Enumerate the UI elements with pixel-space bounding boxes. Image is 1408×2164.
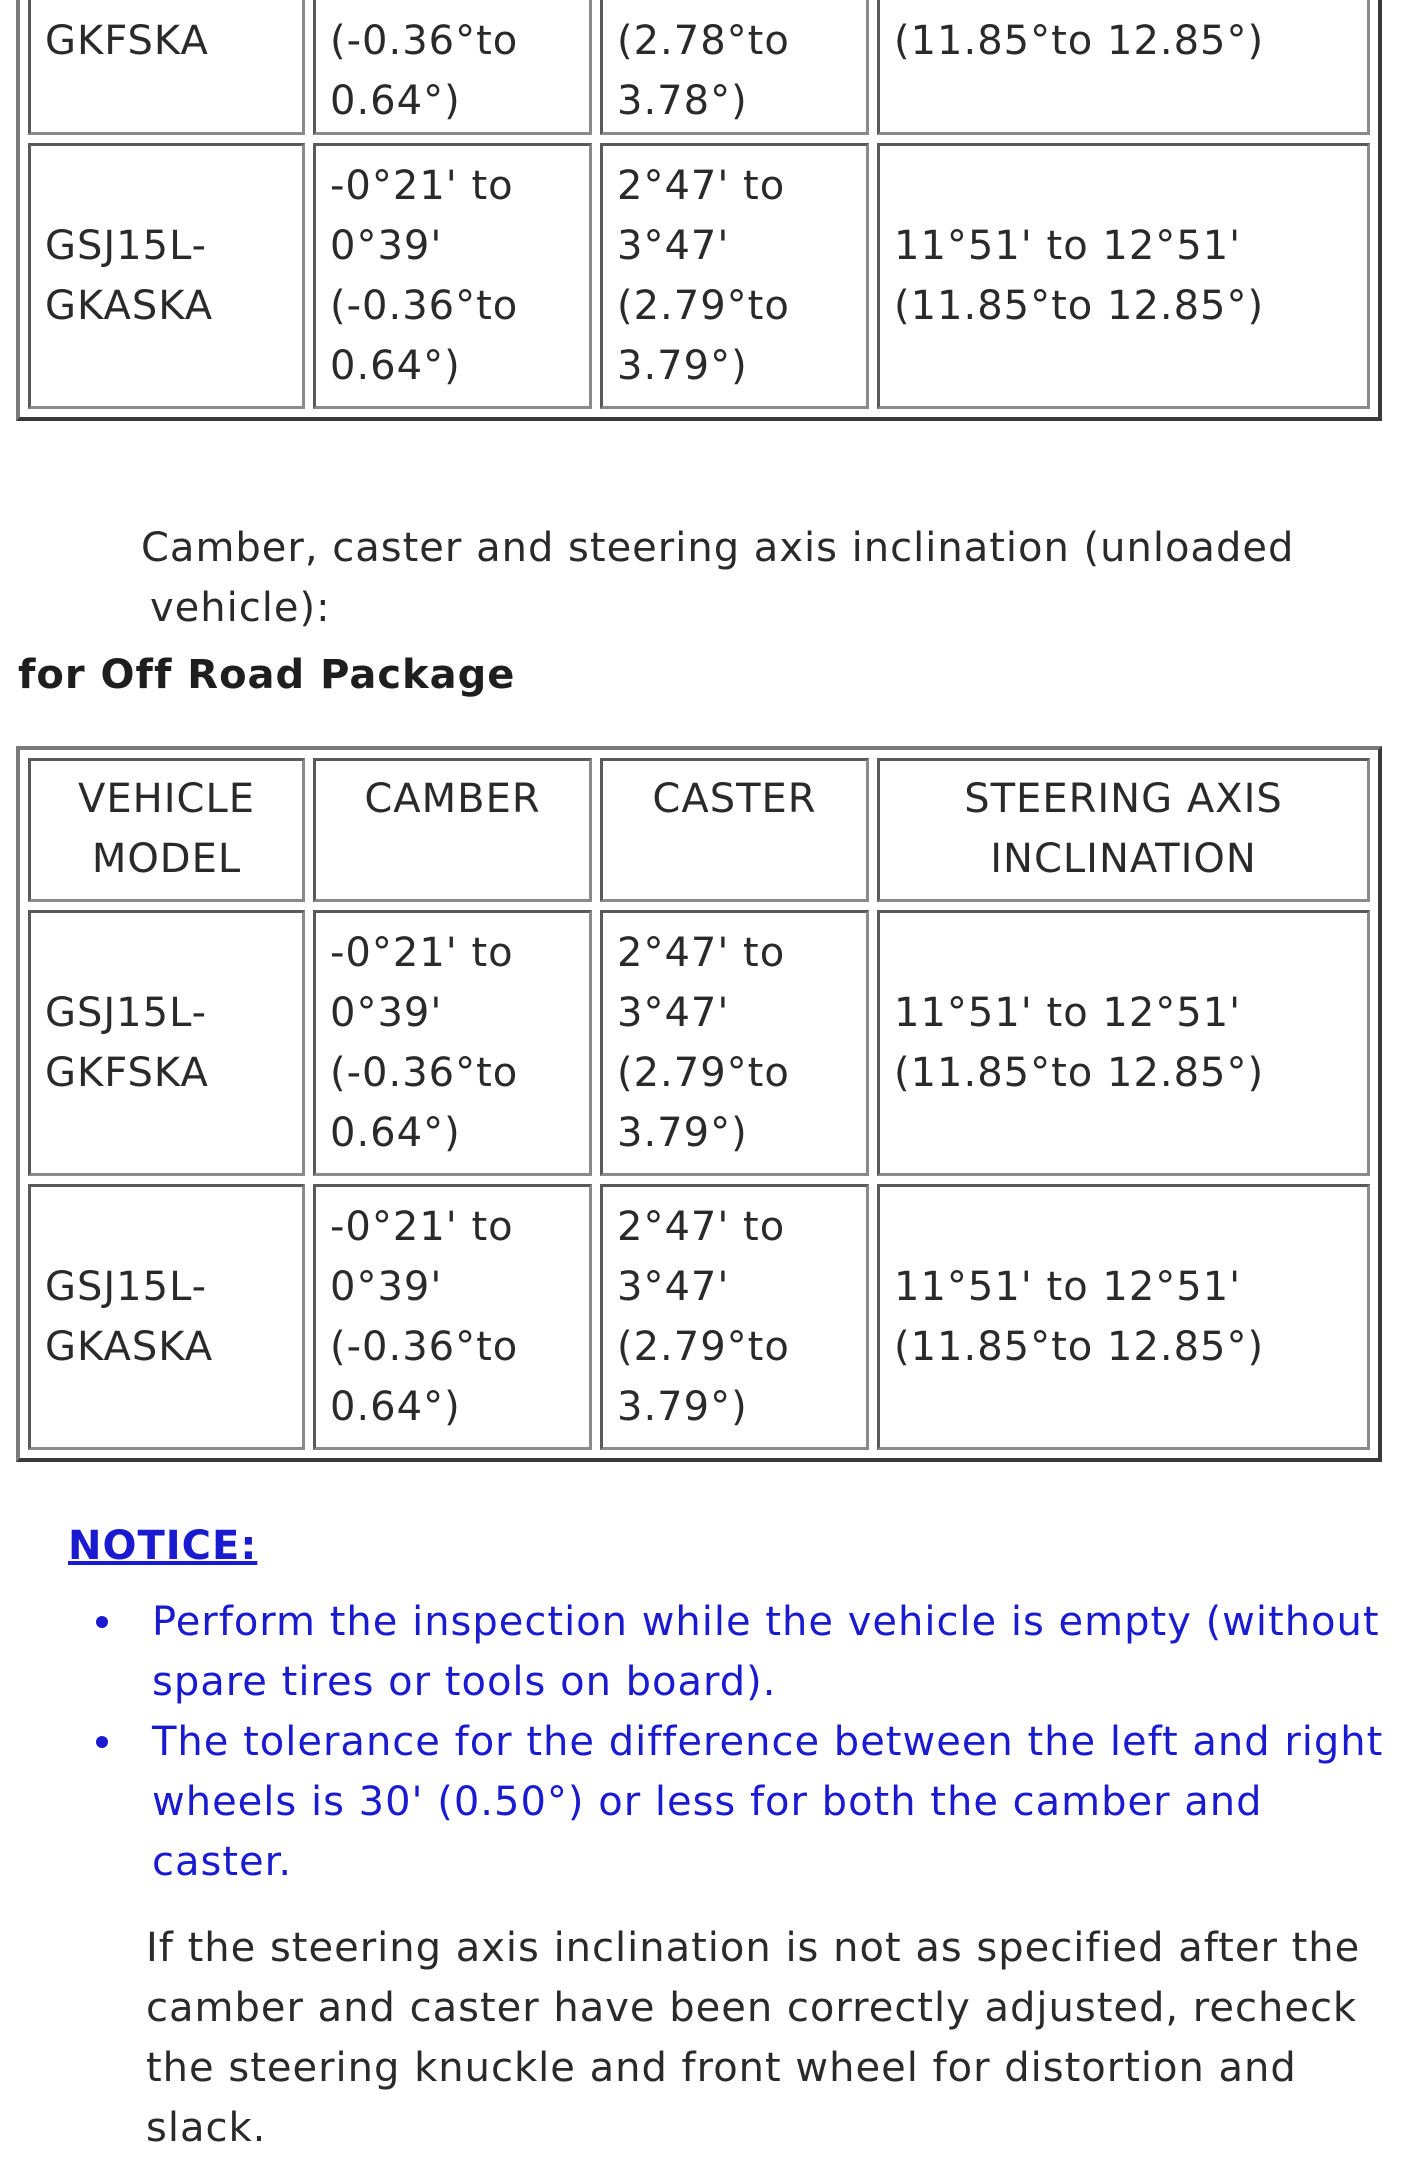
camber-text: 0°39' [330, 1264, 443, 1310]
caster-text: (2.79°to [617, 1324, 790, 1370]
sai-text: (11.85°to 12.85°) [894, 1050, 1265, 1096]
bullet-icon [96, 1736, 108, 1748]
notice-text: caster. [152, 1839, 293, 1885]
table-caption [141, 518, 1371, 638]
header-text: STEERING AXIS [964, 776, 1283, 822]
header-text: CASTER [652, 776, 817, 822]
model-text: GSJ15L- [45, 990, 208, 1036]
caster-cell [600, 143, 869, 409]
table-header-row [28, 758, 1370, 902]
sai-cell [877, 910, 1370, 1176]
model-cell [28, 0, 305, 135]
notice-item [68, 1712, 1388, 1892]
model-text: GSJ15L- [45, 1264, 208, 1310]
paragraph-line: the steering knuckle and front wheel for distortion and [146, 2045, 1297, 2091]
camber-text: -0°21' to [330, 163, 514, 209]
notice-text: spare tires or tools on board). [152, 1659, 777, 1705]
model-cell [28, 1184, 305, 1450]
caption-line: Camber, caster and steering axis inclination (unloaded [141, 525, 1295, 571]
sai-cell [877, 0, 1370, 135]
camber-text: 0.64°) [330, 78, 461, 124]
notice-text: Perform the inspection while the vehicle is empty (without [152, 1599, 1380, 1645]
camber-text: (-0.36°to [330, 1050, 519, 1096]
camber-text: (-0.36°to [330, 1324, 519, 1370]
camber-text: (-0.36°to [330, 18, 519, 64]
sai-cell [877, 143, 1370, 409]
camber-text: 0°39' [330, 990, 443, 1036]
paragraph-line: slack. [146, 2105, 267, 2151]
sai-text: 11°51' to 12°51' [894, 1264, 1242, 1310]
table-body [28, 758, 1370, 1450]
table-row [28, 1184, 1370, 1450]
header-caster [600, 758, 869, 902]
section-subheading: for Off Road Package [18, 652, 516, 698]
header-sai [877, 758, 1370, 902]
caster-text: 2°47' to [617, 930, 786, 976]
model-text: GKFSKA [45, 1050, 209, 1096]
table-row [28, 143, 1370, 409]
caster-text: 3.78°) [617, 78, 748, 124]
caster-text: (2.79°to [617, 283, 790, 329]
notice-item [68, 1592, 1388, 1712]
header-text: MODEL [91, 836, 242, 882]
header-camber [313, 758, 592, 902]
bullet-icon [96, 1616, 108, 1628]
caster-text: 3.79°) [617, 1384, 748, 1430]
camber-cell [313, 0, 592, 135]
caster-text: 3.79°) [617, 343, 748, 389]
camber-cell [313, 1184, 592, 1450]
header-text: INCLINATION [990, 836, 1257, 882]
header-text: VEHICLE [78, 776, 255, 822]
notice-heading: NOTICE: [68, 1523, 258, 1569]
camber-text: -0°21' to [330, 1204, 514, 1250]
table-row [28, 910, 1370, 1176]
sai-text: 11°51' to 12°51' [894, 223, 1242, 269]
camber-text: 0.64°) [330, 1110, 461, 1156]
caster-text: 3.79°) [617, 1110, 748, 1156]
camber-text: -0°21' to [330, 930, 514, 976]
header-model [28, 758, 305, 902]
model-text: GKFSKA [45, 18, 209, 64]
model-cell [28, 143, 305, 409]
model-text: GKASKA [45, 283, 214, 329]
caster-cell [600, 0, 869, 135]
caption-line: vehicle): [150, 585, 331, 631]
spec-table-standard [16, 0, 1382, 421]
sai-text: (11.85°to 12.85°) [894, 283, 1265, 329]
sai-text: (11.85°to 12.85°) [894, 18, 1265, 64]
notice-text: The tolerance for the difference between the left and right [152, 1719, 1384, 1765]
notice-list [68, 1592, 1388, 1892]
sai-text: (11.85°to 12.85°) [894, 1324, 1265, 1370]
paragraph-line: If the steering axis inclination is not as specified after the [146, 1925, 1361, 1971]
camber-text: 0.64°) [330, 1384, 461, 1430]
caster-text: (2.78°to [617, 18, 790, 64]
notice-text: wheels is 30' (0.50°) or less for both the camber and [152, 1779, 1263, 1825]
camber-cell [313, 143, 592, 409]
caster-text: 2°47' to [617, 1204, 786, 1250]
table-body [28, 0, 1370, 409]
model-text: GSJ15L- [45, 223, 208, 269]
camber-text: (-0.36°to [330, 283, 519, 329]
table-row [28, 0, 1370, 135]
camber-cell [313, 910, 592, 1176]
closing-paragraph [146, 1918, 1386, 2158]
model-text: GKASKA [45, 1324, 214, 1370]
paragraph-line: camber and caster have been correctly adjusted, recheck [146, 1985, 1358, 2031]
header-text: CAMBER [364, 776, 541, 822]
sai-text: 11°51' to 12°51' [894, 990, 1242, 1036]
model-cell [28, 910, 305, 1176]
camber-text: 0°39' [330, 223, 443, 269]
caster-text: 3°47' [617, 1264, 730, 1310]
caster-cell [600, 910, 869, 1176]
caster-text: 3°47' [617, 223, 730, 269]
camber-text: 0.64°) [330, 343, 461, 389]
sai-cell [877, 1184, 1370, 1450]
caster-text: 3°47' [617, 990, 730, 1036]
caster-text: (2.79°to [617, 1050, 790, 1096]
spec-table-off-road [16, 746, 1382, 1462]
caster-text: 2°47' to [617, 163, 786, 209]
caster-cell [600, 1184, 869, 1450]
